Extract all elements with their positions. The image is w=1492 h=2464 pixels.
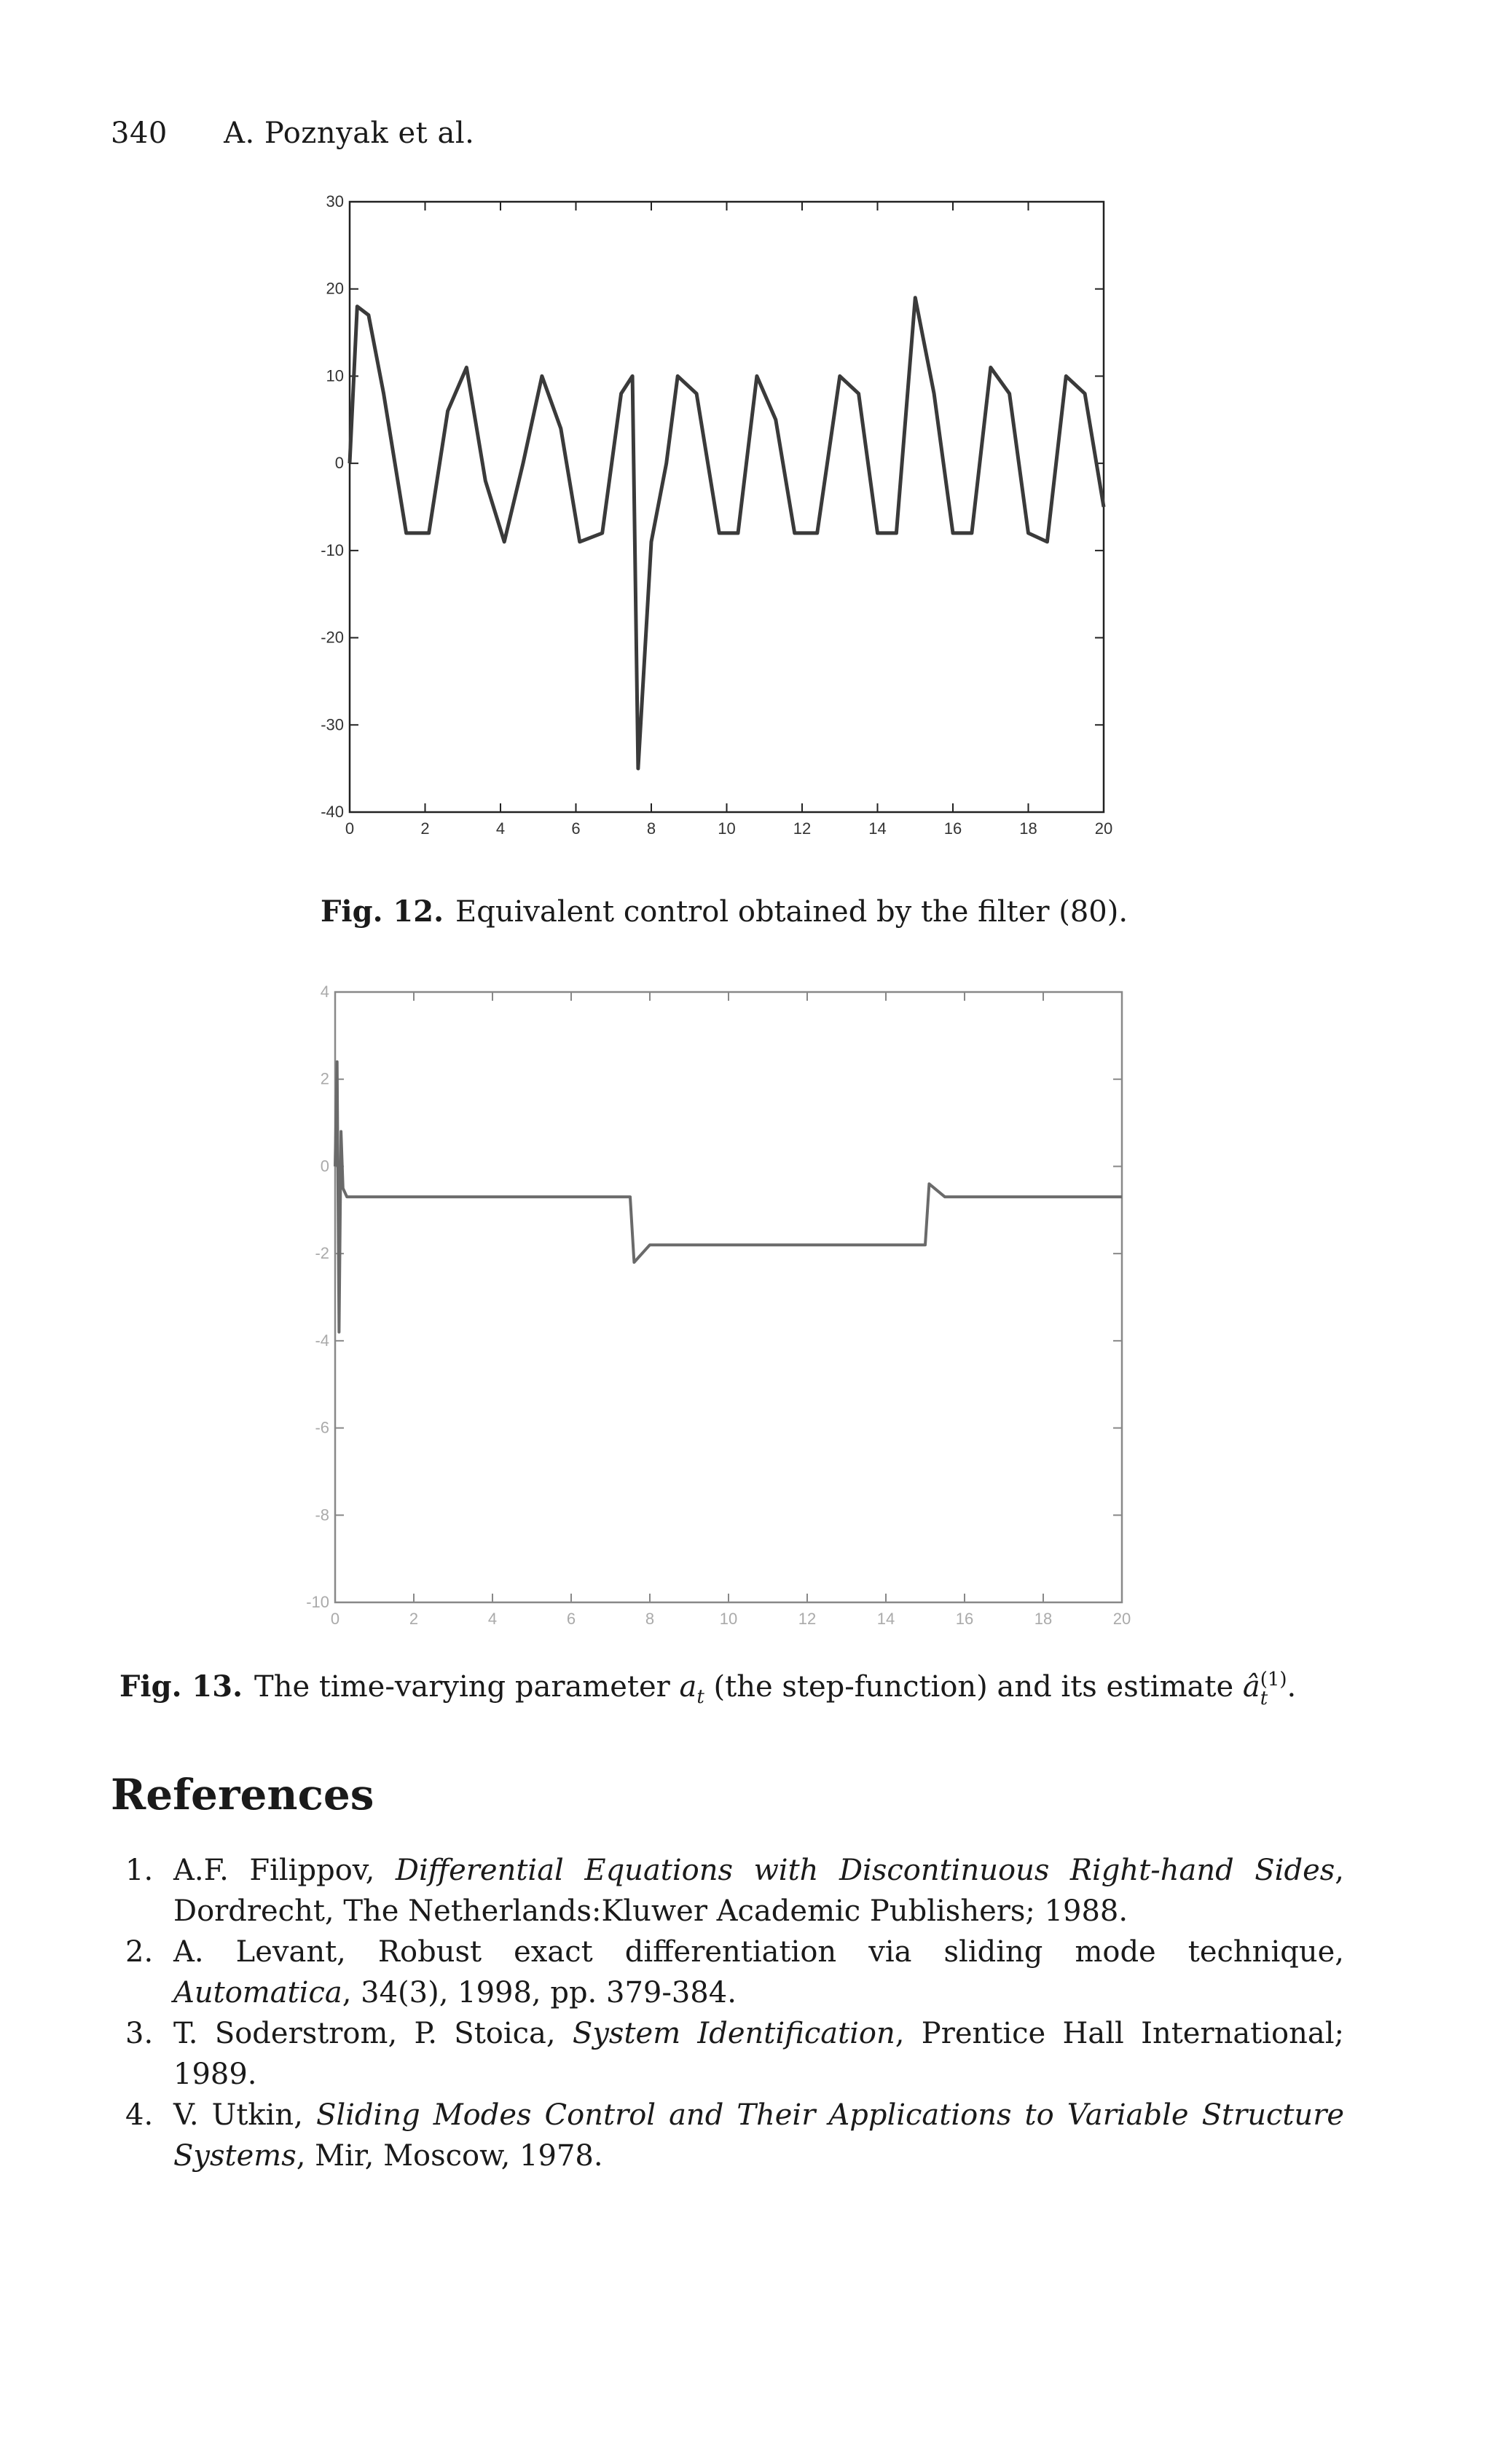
x-tick-label: 2 bbox=[420, 819, 430, 838]
reference-title: Automatica bbox=[173, 1976, 342, 2010]
x-tick-label: 18 bbox=[1034, 1610, 1053, 1628]
reference-text: A.F. Filippov, bbox=[173, 1854, 396, 1887]
symbol-a-hat: â bbox=[1242, 1670, 1260, 1704]
y-tick-label: -6 bbox=[315, 1418, 329, 1437]
y-tick-label: -30 bbox=[321, 715, 344, 734]
figure-13-chart bbox=[288, 976, 1140, 1639]
y-tick-label: -10 bbox=[321, 540, 344, 559]
x-tick-label: 10 bbox=[718, 819, 736, 838]
figure-12-svg bbox=[306, 186, 1122, 841]
x-tick-label: 12 bbox=[793, 819, 812, 838]
y-tick-label: 0 bbox=[334, 454, 344, 473]
figure-13-caption-prefix: The time-varying parameter bbox=[254, 1670, 680, 1704]
y-tick-label: 2 bbox=[320, 1069, 329, 1088]
figure-13-caption-middle: (the step-function) and its estimate bbox=[704, 1670, 1243, 1704]
reference-text: , 34(3), 1998, pp. 379-384. bbox=[342, 1976, 737, 2010]
x-tick-label: 20 bbox=[1112, 1610, 1131, 1628]
figure-12-chart bbox=[306, 186, 1122, 841]
x-tick-label: 8 bbox=[646, 819, 656, 838]
x-tick-label: 8 bbox=[645, 1610, 655, 1628]
reference-number: 4. bbox=[125, 2098, 154, 2132]
subscript-t: t bbox=[696, 1686, 704, 1708]
reference-title: Sliding Modes Control and Their Applications to Variable Structure Systems bbox=[173, 2098, 1344, 2173]
reference-item bbox=[109, 1932, 1344, 2013]
y-tick-label: 0 bbox=[320, 1157, 329, 1176]
running-head bbox=[111, 117, 474, 150]
figure-13-caption-end: . bbox=[1287, 1670, 1297, 1704]
reference-title: Differential Equations with Discontinuous Right-hand Sides bbox=[395, 1854, 1335, 1887]
figure-12-label: Fig. 12. bbox=[321, 894, 444, 929]
x-tick-label: 12 bbox=[798, 1610, 817, 1628]
plot-frame bbox=[350, 202, 1104, 812]
series-line bbox=[335, 1062, 1122, 1332]
reference-item bbox=[109, 2095, 1344, 2176]
symbol-a: a bbox=[679, 1670, 697, 1704]
x-tick-label: 14 bbox=[876, 1610, 895, 1628]
page-number: 340 bbox=[111, 117, 168, 150]
reference-text: , Prentice Hall International; 1989. bbox=[173, 2017, 1345, 2091]
x-tick-label: 6 bbox=[571, 819, 581, 838]
x-tick-label: 16 bbox=[955, 1610, 974, 1628]
y-tick-label: -20 bbox=[321, 628, 344, 647]
x-tick-label: 0 bbox=[330, 1610, 340, 1628]
running-head-authors: A. Poznyak et al. bbox=[224, 117, 475, 150]
y-tick-label: 20 bbox=[326, 279, 344, 298]
x-tick-label: 0 bbox=[345, 819, 355, 838]
y-tick-label: 4 bbox=[320, 983, 329, 1001]
x-tick-label: 16 bbox=[943, 819, 962, 838]
x-tick-label: 4 bbox=[495, 819, 506, 838]
references-heading: References bbox=[111, 1770, 374, 1819]
y-tick-label: 10 bbox=[326, 366, 344, 385]
reference-title: System Identification bbox=[572, 2017, 895, 2050]
x-tick-label: 4 bbox=[487, 1610, 498, 1628]
reference-text: , Dordrecht, The Netherlands:Kluwer Academic Publishers; 1988. bbox=[173, 1854, 1344, 1928]
x-tick-label: 20 bbox=[1094, 819, 1113, 838]
y-tick-label: -2 bbox=[315, 1244, 329, 1263]
reference-number: 2. bbox=[125, 1935, 154, 1969]
reference-text: T. Soderstrom, P. Stoica, bbox=[173, 2017, 573, 2050]
x-tick-label: 18 bbox=[1019, 819, 1037, 838]
figure-13-caption bbox=[119, 1669, 1296, 1708]
x-tick-label: 10 bbox=[719, 1610, 738, 1628]
reference-text: , Mir, Moscow, 1978. bbox=[296, 2139, 603, 2173]
reference-text: A. Levant, Robust exact differentiation via sliding mode technique, bbox=[173, 1935, 1344, 1969]
figure-13-svg bbox=[288, 976, 1140, 1639]
x-tick-label: 6 bbox=[566, 1610, 576, 1628]
x-tick-label: 14 bbox=[868, 819, 887, 838]
y-tick-label: -10 bbox=[306, 1593, 329, 1611]
plot-frame bbox=[335, 992, 1122, 1602]
reference-number: 1. bbox=[125, 1854, 154, 1887]
subscript-t-2: t bbox=[1260, 1688, 1268, 1709]
y-tick-label: -8 bbox=[315, 1505, 329, 1524]
figure-13-label: Fig. 13. bbox=[119, 1669, 243, 1704]
reference-item bbox=[109, 2013, 1344, 2095]
y-tick-label: -40 bbox=[321, 803, 344, 821]
figure-12-caption bbox=[321, 894, 1128, 929]
reference-number: 3. bbox=[125, 2017, 154, 2050]
reference-item bbox=[109, 1850, 1344, 1932]
series-line bbox=[350, 298, 1104, 768]
figure-12-caption-text: Equivalent control obtained by the filter (80). bbox=[455, 895, 1128, 929]
reference-text: V. Utkin, bbox=[173, 2098, 316, 2132]
y-tick-label: 30 bbox=[326, 192, 344, 210]
superscript-1: (1) bbox=[1260, 1669, 1287, 1690]
references-list bbox=[109, 1850, 1344, 2176]
y-tick-label: -4 bbox=[315, 1331, 329, 1350]
x-tick-label: 2 bbox=[409, 1610, 419, 1628]
